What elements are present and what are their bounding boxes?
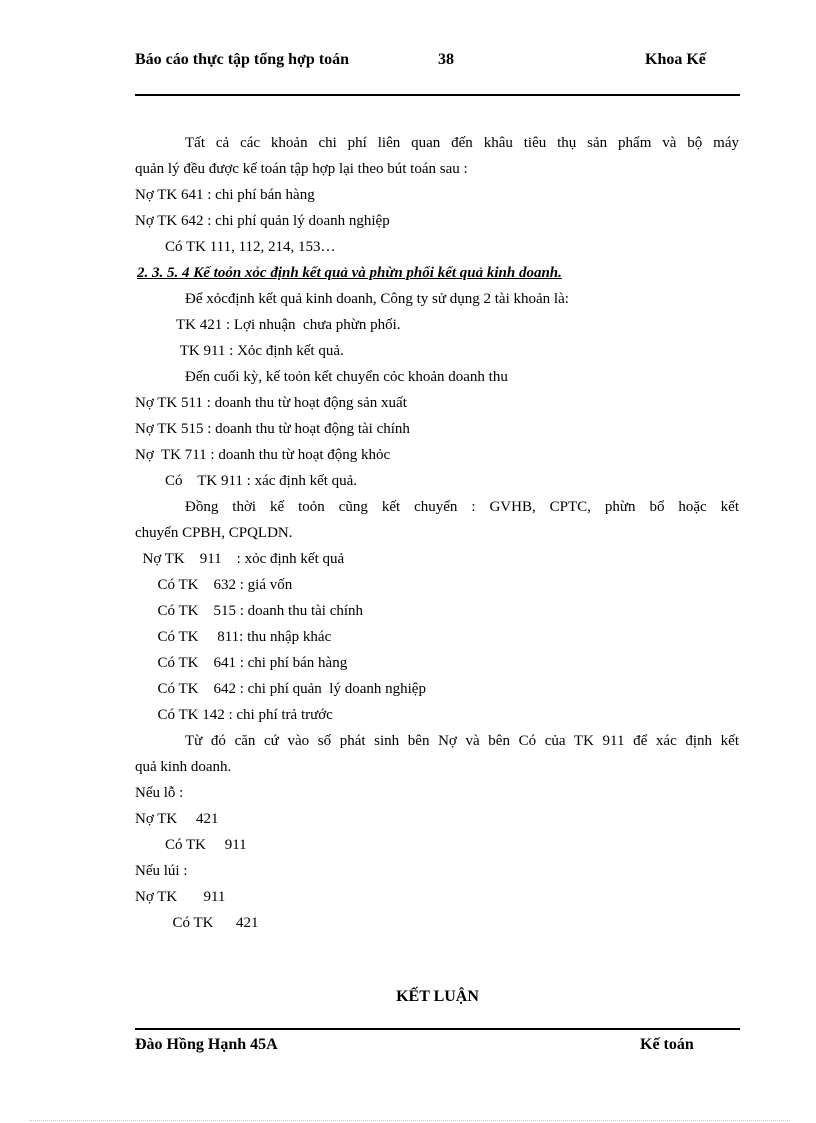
journal-entry-line: Nợ TK 911: [135, 889, 226, 905]
case-label: Nếu lúi :: [135, 863, 188, 879]
section-heading: 2. 3. 5. 4 Kế toỏn xỏc định kết quả và phừn phối kết quả kinh doanh.: [137, 265, 562, 281]
journal-entry-line: Nợ TK 511 : doanh thu từ hoạt động sản xuất: [135, 395, 407, 411]
journal-entry-line: Nợ TK 911 : xỏc định kết quả: [135, 551, 345, 567]
paragraph-line: Để xỏcđịnh kết quả kinh doanh, Công ty sử dụng 2 tài khoản là:: [185, 291, 569, 307]
case-label: Nếu lỗ :: [135, 785, 184, 801]
header-faculty: Khoa Kế: [645, 51, 706, 68]
account-line: TK 911 : Xỏc định kết quả.: [135, 343, 344, 359]
journal-entry-line: Có TK 515 : doanh thu tài chính: [135, 603, 364, 619]
page-edge-divider: [30, 1120, 790, 1121]
footer-department: Kế toán: [640, 1036, 694, 1053]
journal-entry-line: Có TK 641 : chi phí bán hàng: [135, 655, 348, 671]
journal-entry-line: Có TK 111, 112, 214, 153…: [135, 239, 336, 255]
header-report-title: Báo cáo thực tập tổng hợp toán: [135, 51, 350, 68]
journal-entry-line: Có TK 811: thu nhập khác: [135, 629, 332, 645]
journal-entry-line: Nợ TK 642 : chi phí quản lý doanh nghiệp: [135, 213, 390, 229]
page-number: 38: [438, 51, 454, 68]
journal-entry-line: Nợ TK 421: [135, 811, 219, 827]
journal-entry-line: Có TK 642 : chi phí quản lý doanh nghiệp: [135, 681, 426, 697]
footer-author: Đào Hồng Hạnh 45A: [135, 1036, 278, 1053]
journal-entry-line: Có TK 911 : xác định kết quả.: [135, 473, 358, 489]
paragraph-line: quản lý đều được kế toán tập hợp lại theo bút toán sau :: [135, 161, 468, 177]
journal-entry-line: Có TK 421: [135, 915, 259, 931]
paragraph-line: Tất cả các khoản chi phí liên quan đến khâu tiêu thụ sản phẩm và bộ máy: [185, 135, 739, 151]
journal-entry-line: Có TK 911: [135, 837, 247, 853]
journal-entry-line: Có TK 142 : chi phí trả trước: [135, 707, 333, 723]
paragraph-line: Đến cuối kỳ, kế toỏn kết chuyển cỏc khoản doanh thu: [185, 369, 508, 385]
document-body: [135, 130, 739, 936]
journal-entry-line: Có TK 632 : giá vốn: [135, 577, 293, 593]
page-footer: [135, 1028, 740, 1053]
journal-entry-line: Nợ TK 515 : doanh thu từ hoạt động tài chính: [135, 421, 410, 437]
paragraph-line: chuyển CPBH, CPQLDN.: [135, 525, 293, 541]
paragraph-line: Đồng thời kế toỏn cũng kết chuyển : GVHB, CPTC, phừn bổ hoặc kết: [185, 499, 739, 515]
account-line: TK 421 : Lợi nhuận chưa phừn phối.: [135, 317, 401, 333]
journal-entry-line: Nợ TK 711 : doanh thu từ hoạt động khỏc: [135, 447, 391, 463]
journal-entry-line: Nợ TK 641 : chi phí bán hàng: [135, 187, 315, 203]
paragraph-line: quả kinh doanh.: [135, 759, 232, 775]
conclusion-title: KẾT LUẬN: [396, 988, 479, 1005]
page-header: [135, 50, 740, 96]
paragraph-line: Từ đó căn cứ vào số phát sinh bên Nợ và bên Có của TK 911 để xác định kết: [185, 733, 739, 749]
